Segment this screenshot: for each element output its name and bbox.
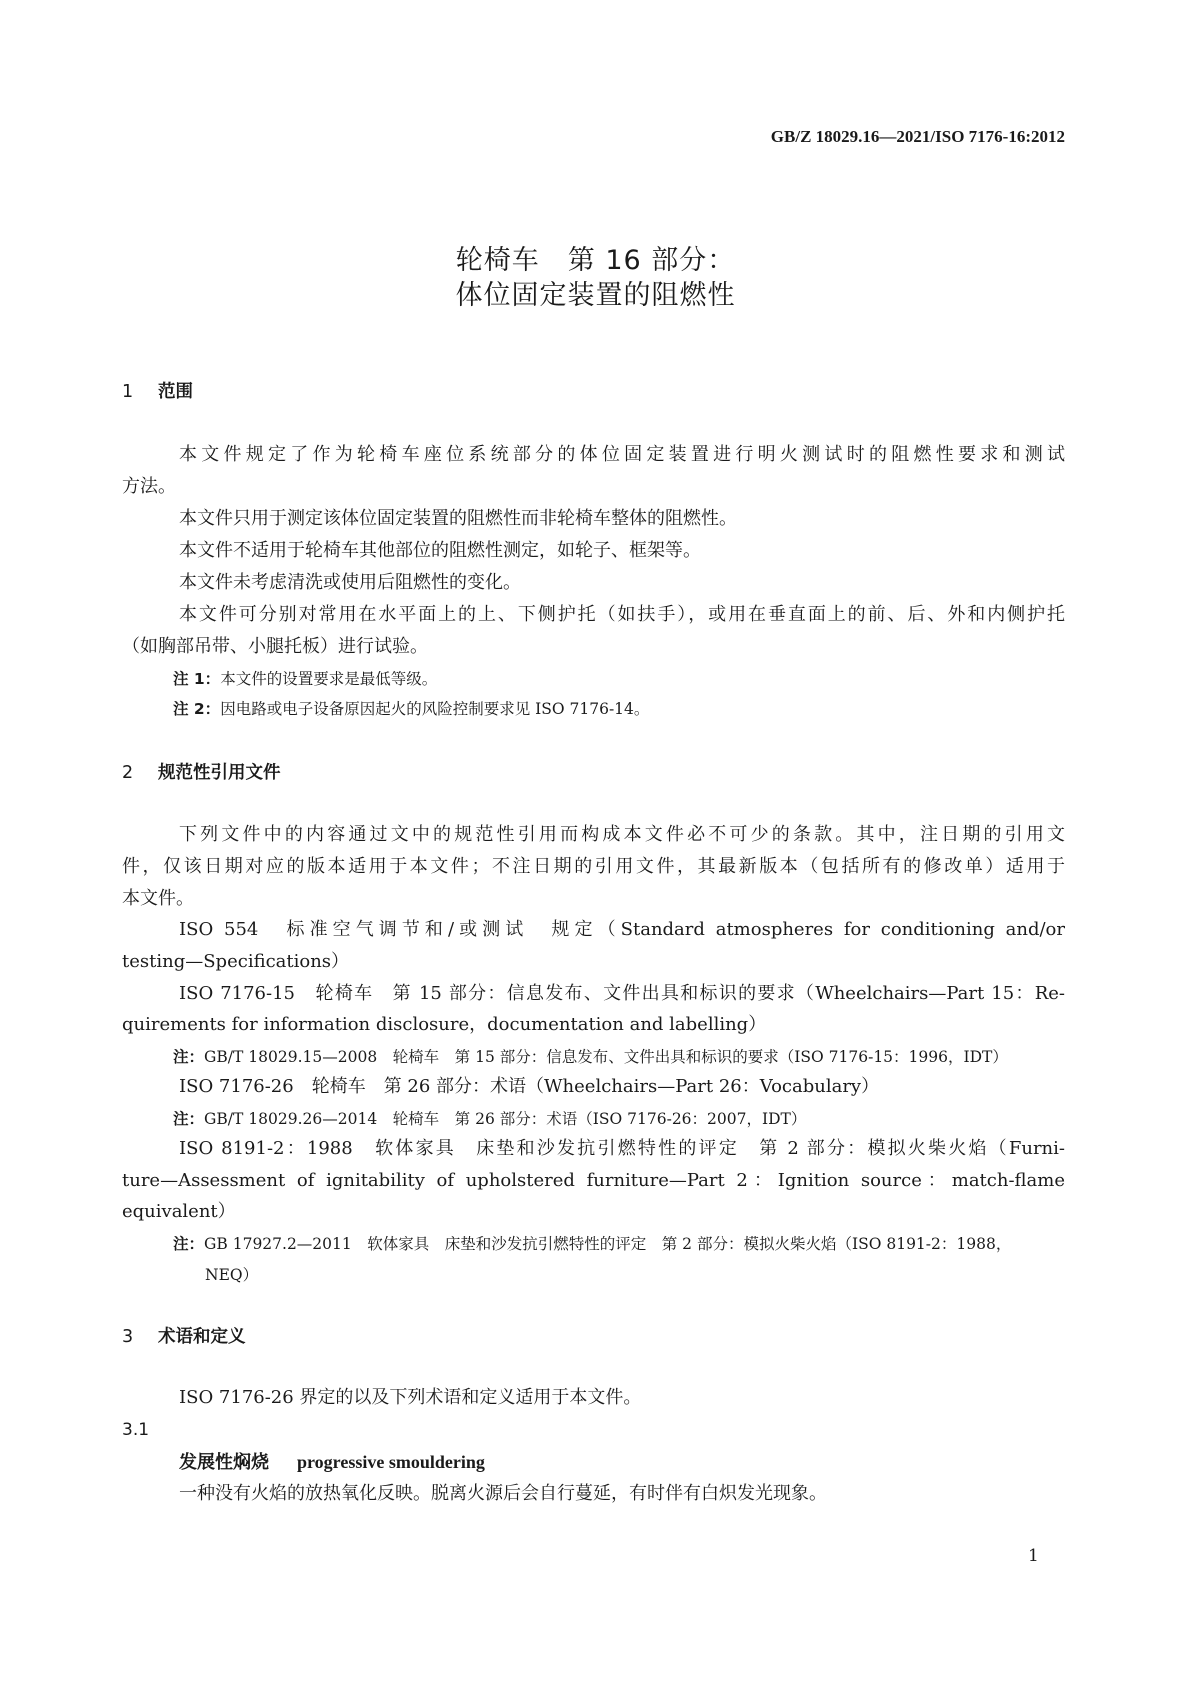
- section-number: 3: [122, 1327, 134, 1347]
- reference-note: [173, 1107, 806, 1131]
- paragraph-line: 本文件规定了作为轮椅车座位系统部分的体位固定装置进行明火测试时的阻燃性要求和测试: [179, 444, 1065, 465]
- paragraph-line: equivalent）: [122, 1201, 236, 1222]
- reference-iso-7176-26: ISO 7176-26 轮椅车 第 26 部分：术语（Wheelchairs—Part 26：Vocabulary）: [179, 1076, 880, 1097]
- reference-iso-7176-15: ISO 7176-15 轮椅车 第 15 部分：信息发布、文件出具和标识的要求（Wheelchairs—Part 15：Re-: [179, 983, 1065, 1004]
- paragraph-line: 本文件不适用于轮椅车其他部位的阻燃性测定，如轮子、框架等。: [179, 540, 701, 561]
- paragraph-line: ISO 7176-26 界定的以及下列术语和定义适用于本文件。: [179, 1387, 642, 1408]
- section-title: 范围: [158, 382, 193, 402]
- section-2-heading: [122, 759, 281, 784]
- note-label: 注：: [173, 1235, 205, 1253]
- paragraph-line: ture—Assessment of ignitability of upholstered furniture—Part 2：Ignition source：match-flame: [122, 1170, 1065, 1191]
- section-3-heading: [122, 1323, 246, 1348]
- note-text: GB 17927.2—2011 软体家具 床垫和沙发抗引燃特性的评定 第 2 部分：模拟火柴火焰（ISO 8191-2：1988，: [204, 1235, 1012, 1253]
- section-title: 规范性引用文件: [158, 763, 281, 783]
- page-number: 1: [1028, 1546, 1039, 1566]
- reference-note: [173, 1232, 1065, 1256]
- paragraph-line: 本文件未考虑清洗或使用后阻燃性的变化。: [179, 572, 521, 593]
- term-zh: 发展性焖烧: [179, 1452, 269, 1473]
- paragraph-line: 方法。: [122, 476, 176, 497]
- note-text: GB/T 18029.26—2014 轮椅车 第 26 部分：术语（ISO 7176-26：2007，IDT）: [204, 1110, 807, 1128]
- paragraph-line: （如胸部吊带、小腿托板）进行试验。: [122, 636, 428, 657]
- section-number: 1: [122, 382, 134, 402]
- reference-iso-8191-2: ISO 8191-2：1988 软体家具 床垫和沙发抗引燃特性的评定 第 2 部分：模拟火柴火焰（Furni-: [179, 1138, 1065, 1159]
- reference-note: [173, 1045, 1008, 1069]
- term-number: 3.1: [122, 1420, 150, 1440]
- paragraph-line: 本文件。: [122, 888, 194, 909]
- paragraph-line: 本文件只用于测定该体位固定装置的阻燃性而非轮椅车整体的阻燃性。: [179, 508, 737, 529]
- note-label: 注：: [173, 1110, 205, 1128]
- paragraph-line: 件，仅该日期对应的版本适用于本文件；不注日期的引用文件，其最新版本（包括所有的修改单）适用于: [122, 856, 1065, 877]
- note-label: 注 2：: [173, 700, 221, 718]
- note-label: 注 1：: [173, 670, 221, 688]
- paragraph-line: testing—Specifications）: [122, 951, 350, 972]
- note-text: 因电路或电子设备原因起火的风险控制要求见 ISO 7176-14。: [220, 700, 650, 718]
- paragraph-line: quirements for information disclosure，documentation and labelling）: [122, 1014, 767, 1035]
- note-2: [173, 697, 649, 721]
- note-text: 本文件的设置要求是最低等级。: [220, 670, 438, 688]
- section-title: 术语和定义: [158, 1327, 246, 1347]
- term-definition: 一种没有火焰的放热氧化反映。脱离火源后会自行蔓延，有时伴有白炽发光现象。: [179, 1483, 827, 1504]
- paragraph-line: NEQ）: [205, 1266, 259, 1284]
- section-1-heading: [122, 378, 193, 403]
- note-1: [173, 667, 437, 691]
- paragraph-line: 本文件可分别对常用在水平面上的上、下侧护托（如扶手），或用在垂直面上的前、后、外和内侧护托: [179, 604, 1065, 625]
- document-title-line2: 体位固定装置的阻燃性: [455, 280, 736, 311]
- reference-iso-554: ISO 554 标准空气调节和/或测试 规定（Standard atmospheres for conditioning and/or: [179, 919, 1065, 940]
- note-text: GB/T 18029.15—2008 轮椅车 第 15 部分：信息发布、文件出具和标识的要求（ISO 7176-15：1996，IDT）: [204, 1048, 1008, 1066]
- section-number: 2: [122, 763, 134, 783]
- standard-number-header: GB/Z 18029.16—2021/ISO 7176-16:2012: [770, 127, 1065, 146]
- note-label: 注：: [173, 1048, 205, 1066]
- paragraph-line: 下列文件中的内容通过文中的规范性引用而构成本文件必不可少的条款。其中，注日期的引用文: [179, 824, 1065, 845]
- document-title-line1: 轮椅车 第 16 部分：: [455, 245, 736, 276]
- term-en: progressive smouldering: [297, 1452, 485, 1472]
- term-heading: [179, 1450, 485, 1475]
